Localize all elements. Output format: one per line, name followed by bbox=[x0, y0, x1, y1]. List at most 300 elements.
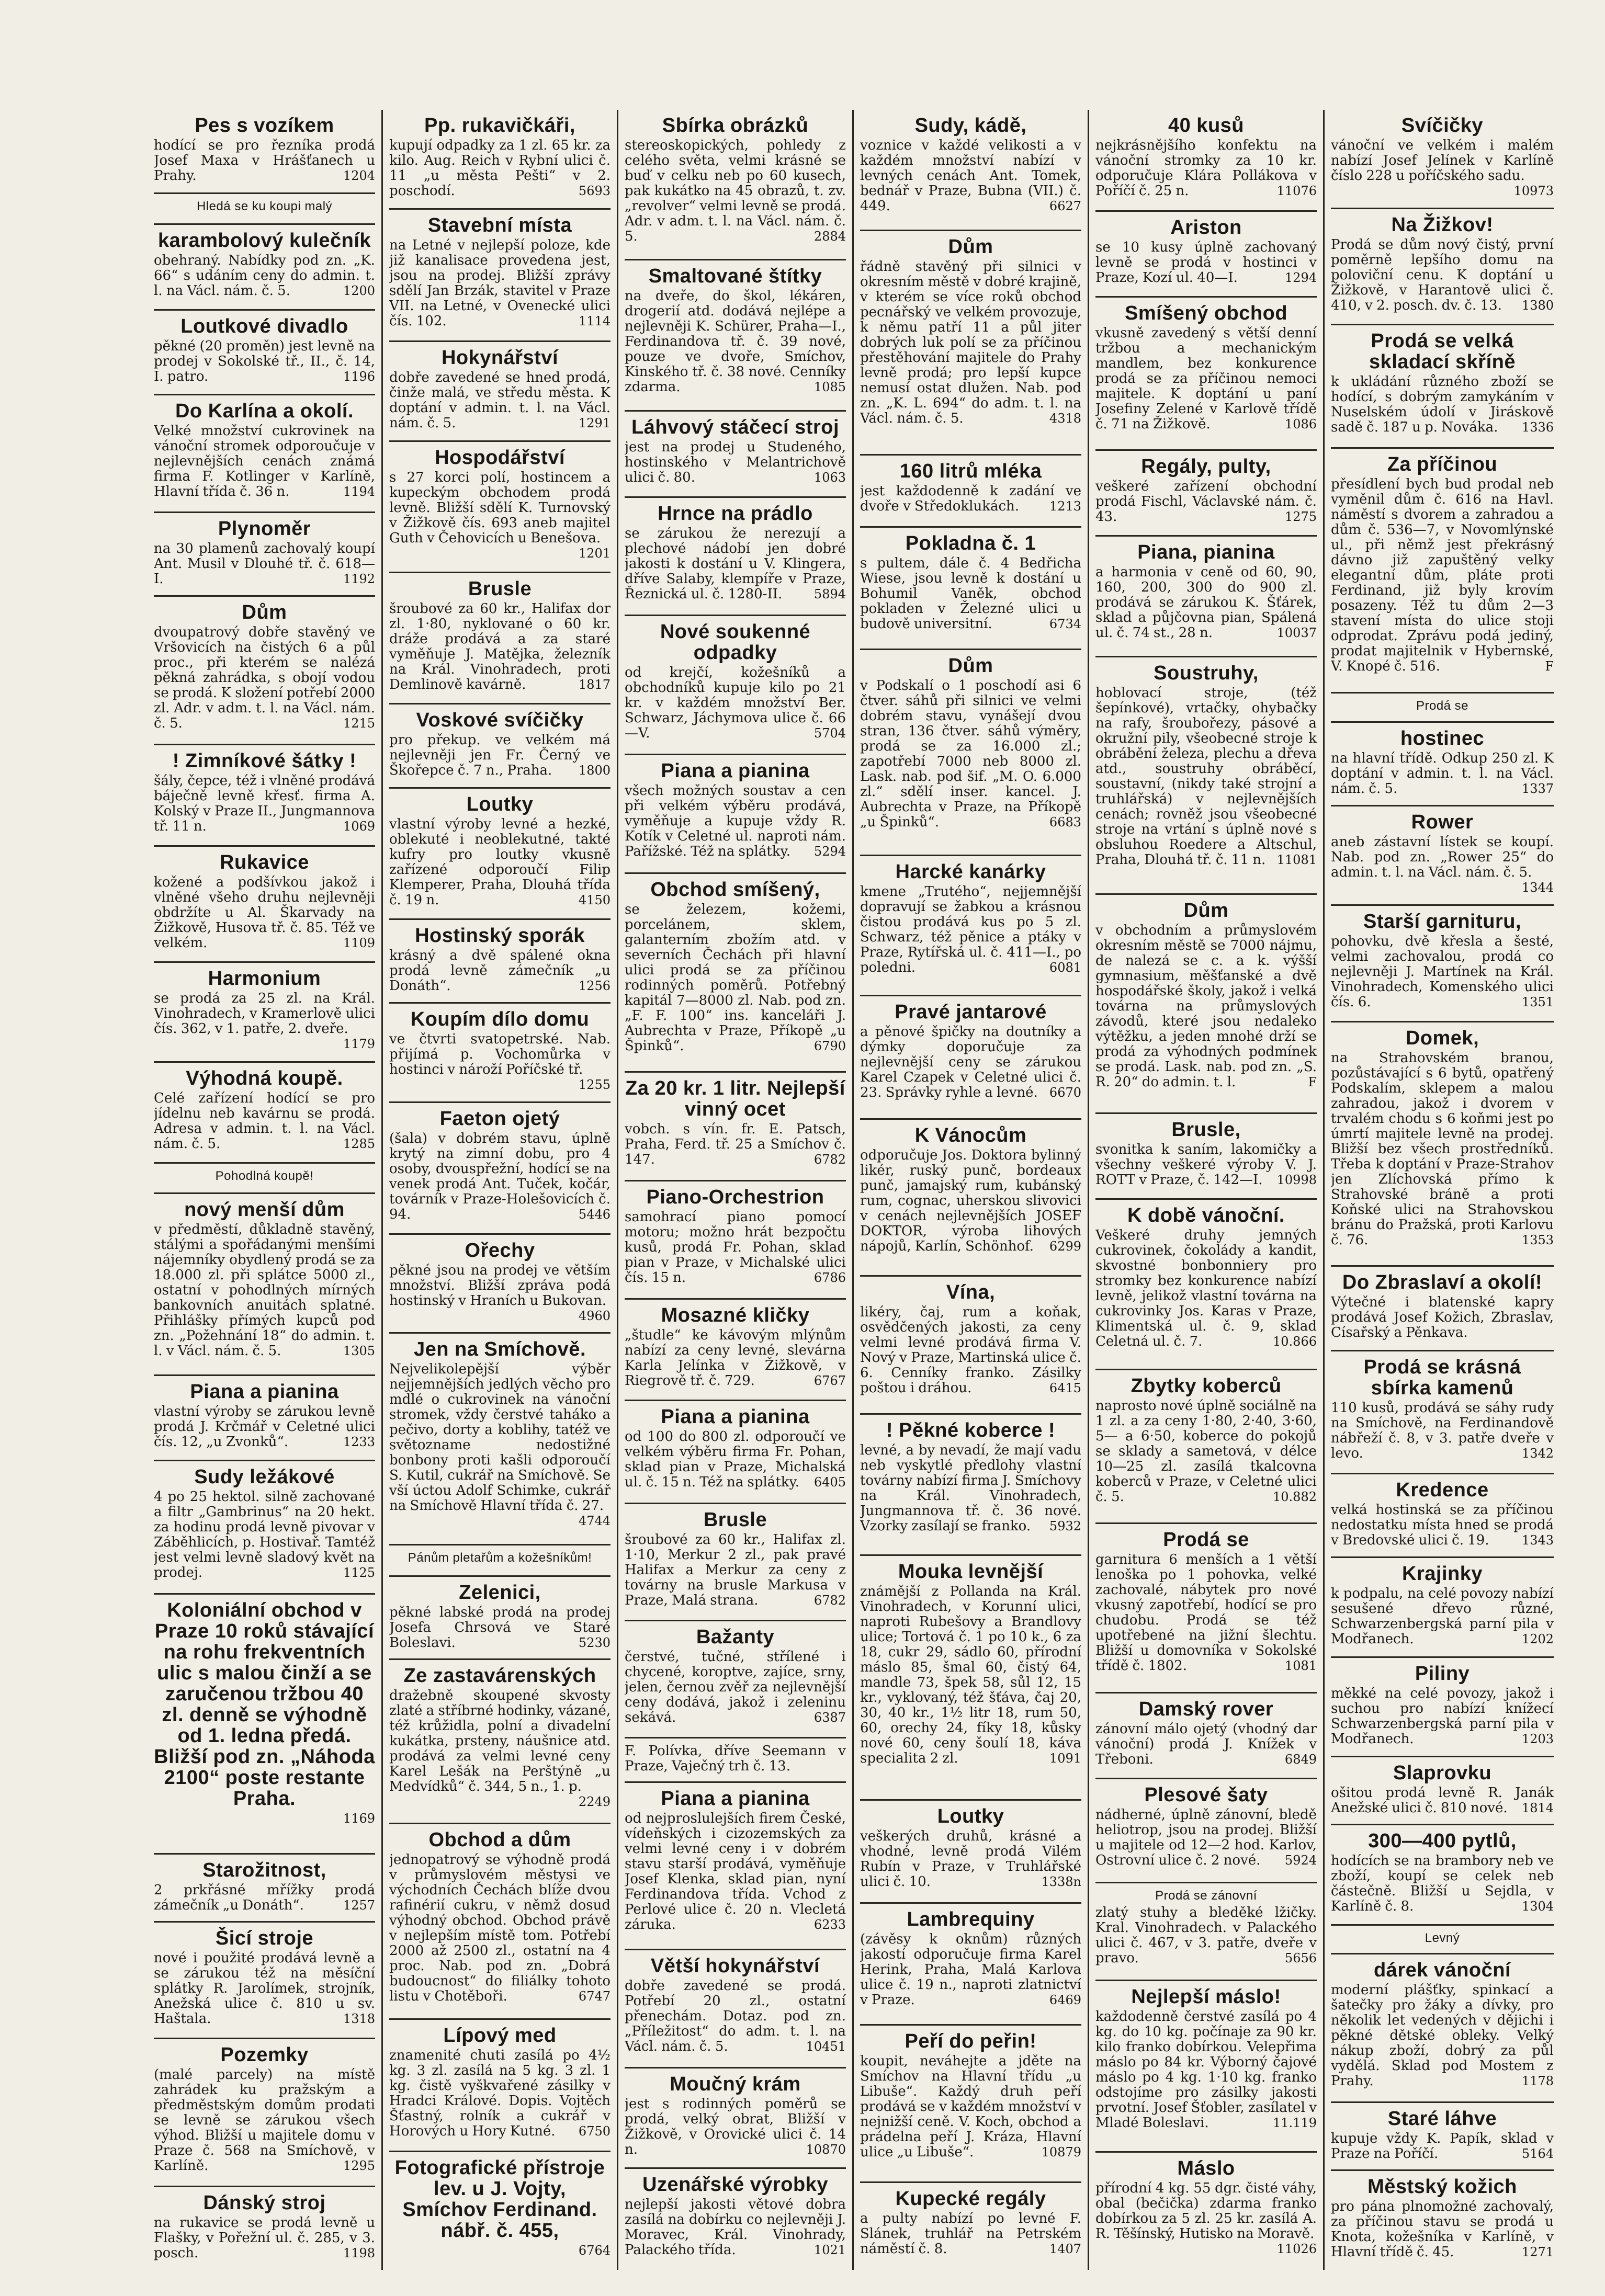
classified-ad bbox=[154, 110, 375, 194]
ad-title: Loutky bbox=[466, 793, 534, 816]
ad-body bbox=[1095, 1552, 1317, 1674]
ad-reference-number: 10.866 bbox=[1273, 1334, 1317, 1349]
ad-text: od krejčí, kožešníků a obchodníků kupuje kilo po 21 kr. v každém množství Ber. Schwarz, Jáchymova ulice č. 66—V. bbox=[625, 665, 846, 742]
ad-title: Dům bbox=[948, 654, 993, 677]
ad-title: Na Žižkov! bbox=[1391, 213, 1494, 236]
classified-ad bbox=[625, 1073, 846, 1181]
ad-text: obehraný. Nabídky pod zn. „K. 66“ s udáním ceny do admin. t. l. na Václ. nám. č. 5. bbox=[154, 253, 375, 299]
ad-body bbox=[154, 253, 375, 299]
ad-reference-number: 1318 bbox=[343, 2011, 375, 2027]
ad-title: Uzenářské výrobky bbox=[642, 2174, 828, 2196]
ad-text: jest na prodej u Studeného, hostinského v Melantrichově ulici č. 80. bbox=[625, 439, 846, 486]
ad-text: znamenité chuti zasílá po 4½ kg. 3 zl. zasílá na 5 kg. 3 zl. 1 kg. čistě vyškvařené zásilky v Hradci Králové. Dopis. Vojtěch Šťastný, rolník a cukrář v Horových u Hory Kutné. bbox=[389, 2048, 611, 2140]
classified-ad bbox=[625, 1621, 846, 1738]
ad-title: Obchod smíšený, bbox=[650, 878, 820, 901]
classified-ad bbox=[860, 1556, 1081, 1801]
ad-text: Velké množství cukrovinek na vánoční stromek odporoučuje v nejlevnějších cenách známá firma F. Kotlinger v Karlíně, Hlavní třída č. 36 n. bbox=[154, 423, 375, 500]
classified-ad bbox=[1331, 1351, 1554, 1474]
ad-title: ! Pěkné koberce ! bbox=[886, 1419, 1056, 1441]
ad-title: Staré láhve bbox=[1387, 2107, 1497, 2130]
classified-ad bbox=[860, 2026, 1081, 2183]
classified-ad bbox=[625, 1181, 846, 1300]
ad-text: na hlavní třídě. Odkup 250 zl. K doptání v admin. t. l. na Václ. nám. č. 5. bbox=[1331, 751, 1554, 797]
ad-title: Ariston bbox=[1170, 217, 1242, 239]
ad-text: 4 po 25 hektol. silně zachované a filtr „Gambrinus“ na 20 hekt. za hodinu prodá levně pivovar v Záběhlicích, p. Hostivař. Tamtéž jest velmi levně sladový květ na prodej. bbox=[154, 1489, 375, 1581]
ad-reference-number: 1179 bbox=[343, 1037, 375, 1052]
ad-text: všech možných soustav a cen při velkém výběru prodává, vyměňuje a kupuje vždy R. Kotík v Celetné ul. naproti nám. Pařížské. Též na splátky. bbox=[625, 783, 846, 860]
classified-ad bbox=[1095, 451, 1317, 537]
ad-body bbox=[625, 1210, 846, 1286]
ad-body bbox=[154, 774, 375, 834]
ad-text: hodících se na brambory neb ve zboží, koupí se celek neb částečně. Bližší u Sejdla, v Karlíně č. 8. bbox=[1331, 1852, 1554, 1914]
ad-text: v obchodním a průmyslovém okresním městě se 7000 nájmu, de nalezá se c. a k. výšší gymnasium, měšťanské a dvě hospodářské školy, jakož i velká továrna na průmyslových závodů, které jsou nedaleko výtěžku, a jeden mnohé drží se prodá za výhodných podmínek se prodá. Lask. nab. pod zn. „S. R. 20“ do admin. t. l. bbox=[1095, 923, 1317, 1090]
classified-ad bbox=[154, 1164, 375, 1194]
ad-reference-number: 1342 bbox=[1521, 1446, 1554, 1461]
ad-title: Hokynářství bbox=[441, 347, 559, 369]
ad-title: Dánský stroj bbox=[203, 2191, 326, 2214]
column-1 bbox=[148, 110, 383, 2270]
ad-text: k ukládání různého zboží se hodící, s dobrým zamykáním v Nuselském údolí v Jiráskově sadě č. 187 u p. Nováka. bbox=[1331, 374, 1554, 436]
classified-ad bbox=[1095, 895, 1317, 1114]
ad-title: dárek vánoční bbox=[1373, 1959, 1511, 1982]
ad-text: šroubové za 60 kr., Halifax zl. 1·10, Merkur 2 zl., pak pravé Halifax a Merkur za ceny z továrny na brusle Markusa v Praze, Malá strana. bbox=[625, 1531, 846, 1608]
ad-body bbox=[389, 1263, 611, 1324]
ad-title: hostinec bbox=[1400, 728, 1485, 750]
ad-title: Svíčičky bbox=[1401, 115, 1484, 137]
ad-text: šroubové za 60 kr., Halifax dor zl. 1·80, nyklované o 60 kr. dráže prodává a za staré vyměňuje J. Matějka, železník na Král. Vinohradech, proti Demlinově kavárně. bbox=[389, 601, 611, 693]
ad-reference-number: 1213 bbox=[1049, 499, 1081, 514]
ad-reference-number: 1817 bbox=[578, 677, 611, 692]
ad-body bbox=[154, 1404, 375, 1450]
ad-text: krásný a dvě spálené okna prodá levně zámečník „u Donáth“. bbox=[389, 947, 611, 994]
ad-text: odporučuje Jos. Doktora bylinný likér, ruský punč, bordeaux punč, jamajský rum, kubánský rum, cognac, uherskou slivovici v cenách nejlevnějších JOSEF DOKTOR, výroba lihových nápojů, Karlín, Schönhof. bbox=[860, 1147, 1081, 1254]
ad-title: Bažanty bbox=[696, 1626, 775, 1648]
ad-title: Pes s vozíkem bbox=[195, 115, 334, 137]
ad-title: Krajinky bbox=[1402, 1563, 1483, 1585]
ad-title: Hostinský sporák bbox=[415, 924, 585, 947]
ad-title: Faeton ojetý bbox=[439, 1107, 560, 1130]
ad-body bbox=[389, 238, 611, 329]
column-3 bbox=[618, 110, 854, 2270]
classified-ad bbox=[154, 395, 375, 513]
ad-title: Piano-Orchestrion bbox=[646, 1186, 824, 1209]
ad-title: Pohodlná koupě! bbox=[215, 1168, 314, 1183]
ad-body bbox=[389, 138, 611, 199]
ad-text: moderní plášťky, spinkací a šatečky pro žáky a dívky, pro několik let vedených v dějichi i pěkné dětské obleky. Velký nákup zboží, dobrý za půl vydělá. Sklad pod Mostem z Prahy. bbox=[1331, 1982, 1554, 2089]
ad-text: k podpalu, na celé povozy nabízí sesušené dřevo různé, Schwarzenbergská parní pila v Modřanech. bbox=[1331, 1586, 1554, 1647]
ad-text: hoblovací stroje, (též šepínkové), vrtačky, ohybačky na rafy, šroubořezy, pásové a okružní pily, všeobecné stroje k obrábění železa, plechu a dřeva atd., soustruhy obráběcí, soustavní, (nikdy také strojní a truhlářská) v nejlevnějších cenách; rovněž jsou všeobecné stroje na vrtání s úplně nové s obsluhou Roedere a Altschul, Praha, Dlouhá tř. č. 11 n. bbox=[1095, 685, 1317, 868]
ad-body bbox=[625, 783, 846, 859]
classified-ad bbox=[154, 597, 375, 745]
classified-ad bbox=[1095, 2153, 1317, 2270]
ad-body bbox=[625, 1979, 846, 2054]
ad-body bbox=[1095, 1399, 1317, 1505]
ad-reference-number: 1086 bbox=[1284, 417, 1317, 432]
classified-ad bbox=[860, 456, 1081, 528]
ad-reference-number: 6849 bbox=[1284, 1752, 1317, 1767]
ad-title: Voskové svíčičky bbox=[416, 709, 584, 732]
ad-reference-number: 1814 bbox=[1521, 1800, 1554, 1815]
ad-text: stereoskopických, pohledy z celého světa, velmi krásné se buď v celku neb po 60 kusech, pak kukátko na 45 obrazů, t. zv. „revolver“ velmi levně se prodá. Adr. v adm. t. l. na Václ. nám. č. 5. bbox=[625, 138, 846, 244]
ad-body bbox=[860, 1148, 1081, 1254]
ad-text: pěkné labské prodá na prodej Josefa Chrsová ve Staré Boleslavi. bbox=[389, 1604, 611, 1651]
ad-body bbox=[625, 289, 846, 395]
classified-ad bbox=[389, 2020, 611, 2152]
ad-reference-number: 1192 bbox=[343, 572, 375, 587]
classified-ad bbox=[1095, 1883, 1317, 1981]
ad-body bbox=[625, 1744, 846, 1774]
ad-title: Dům bbox=[948, 235, 993, 258]
ad-title: Ořechy bbox=[465, 1239, 535, 1261]
ad-reference-number: 1285 bbox=[343, 1136, 375, 1152]
ad-text: vobch. s vín. fr. E. Patsch, Praha, Ferd. tř. 25 a Smíchov č. 147. bbox=[625, 1121, 846, 1168]
ad-title: Pánům pletařům a kožešníkům! bbox=[408, 1551, 592, 1565]
classified-ad bbox=[154, 1063, 375, 1164]
ad-body bbox=[1331, 138, 1554, 199]
ad-body bbox=[625, 2197, 846, 2258]
ad-text: zánovní málo ojetý (vhodný dar vánoční) prodá J. Knížek v Třeboni. bbox=[1095, 1721, 1317, 1767]
ad-title: Obchod a dům bbox=[428, 1828, 571, 1851]
ad-title: Zbytky koberců bbox=[1131, 1375, 1282, 1397]
ad-reference-number: 1069 bbox=[343, 819, 375, 834]
ad-body bbox=[154, 1091, 375, 1152]
classified-ad bbox=[154, 1194, 375, 1377]
ad-reference-number: 6670 bbox=[1049, 1085, 1081, 1100]
ad-reference-number: 6750 bbox=[578, 2124, 611, 2139]
ad-title: Domek, bbox=[1405, 1027, 1479, 1049]
ad-body bbox=[154, 2067, 375, 2174]
ad-title: Sudy ležákové bbox=[194, 1466, 335, 1488]
classified-ad bbox=[154, 963, 375, 1063]
ad-title: Hospodářství bbox=[435, 446, 565, 469]
ad-body bbox=[1331, 2199, 1554, 2260]
ad-reference-number: 10998 bbox=[1276, 1172, 1317, 1187]
ad-title: Plynoměr bbox=[218, 518, 311, 540]
classified-ad bbox=[1095, 1370, 1317, 1524]
classified-ad bbox=[1095, 1200, 1317, 1370]
ad-text: pohovku, dvě křesla a šesté, velmi zachovalou, prodá co nejlevněji J. Martínek na Král. Vinohradech, Komenského ulici čís. 6. bbox=[1331, 933, 1554, 1010]
ad-title: Mouka levnější bbox=[898, 1561, 1044, 1583]
classified-ad bbox=[389, 789, 611, 919]
ad-title: Piana, pianina bbox=[1137, 541, 1275, 564]
classified-ad bbox=[1095, 657, 1317, 895]
ad-reference-number: 1271 bbox=[1521, 2244, 1554, 2259]
classified-ad bbox=[389, 210, 611, 342]
ad-body bbox=[1095, 686, 1317, 868]
ad-body bbox=[860, 1829, 1081, 1890]
ad-title: Pokladna č. 1 bbox=[905, 532, 1036, 554]
classified-ad bbox=[1095, 1693, 1317, 1780]
classified-ad bbox=[1095, 110, 1317, 212]
ad-body bbox=[1095, 138, 1317, 199]
ad-text: a pěnové špičky na doutníky a dýmky doporučuje za nejlevnější ceny se zárukou Karel Czapek v Celetné ulici č. 23. Správky ryhle a levné. bbox=[860, 1024, 1081, 1100]
classified-ad bbox=[1331, 110, 1554, 209]
ad-title: Piliny bbox=[1415, 1662, 1470, 1685]
classified-ad bbox=[1331, 694, 1554, 723]
ad-text: kupuje vždy K. Papík, sklad v Praze na Poříčí. bbox=[1331, 2130, 1554, 2162]
ad-title: Levný bbox=[1425, 1930, 1460, 1945]
ad-body bbox=[389, 1032, 611, 1093]
ad-text: známější z Pollanda na Král. Vinohradech, v Korunní ulici, naproti Rubešovy a Brandlovy ulice; Tortová č. 1 po 10 k., 6 za 18, cukr 29, sádlo 60, přírodní máslo 85, šmal 60, čistý 64, mandle 73, špek 58, sůl 12, 15 kr., vyklovaný, též šťáva, čaj 20, 30, 40 kr., 1½ litr 18, rum 50, 60, orechy 24, fíky 18, kůsky nové 60, ceny šoulí 18, káva specialita 2 zl. bbox=[860, 1584, 1081, 1767]
ad-text: na Strahovském branou, pozůstávající s 6 bytů, opatřený Podskalím, sklepem a malou zahradou, jakož i dvorem v trvalém chodu s 6 koňmi jest po úmrtí majitele levně na prodej. Bližší bez všech prostředníků. Třeba k doptání v Praze-Strahov jen Zlíchovská přímo k Strahovské bráně a proti Koňské ulici na Strahovskou bránu do Pražská, proti Karlovu č. 76. bbox=[1331, 1050, 1554, 1248]
ad-text: veškeré zařízení obchodní prodá Fischl, Václavské nám. č. 43. bbox=[1095, 478, 1317, 525]
ad-text: Nejvelikolepější výběr nejjemnějších jedlých věcho pro mdlé o cukrovinek na vánoční stromek, vždy čerstvé taháko a pečivo, dorty a koblihy, tatéž ve světozname nedostižné bonbony proti kašli odporoučí S. Kutil, cukrář na Smíchově. Se vší úctou Adolf Schimke, cukrář na Smíchově Hlavní třída č. 27. bbox=[389, 1361, 611, 1514]
ad-reference-number: 5693 bbox=[578, 184, 611, 198]
ad-text: šály, čepce, též i vlněné prodává báječně levně křesť. firma A. Kolský v Praze II., Jungmannova tř. 11 n. bbox=[154, 772, 375, 834]
ad-title: Kredence bbox=[1396, 1479, 1489, 1501]
ad-title: Brusle bbox=[703, 1508, 767, 1531]
classified-ad bbox=[860, 650, 1081, 857]
ad-reference-number: 6405 bbox=[813, 1475, 846, 1490]
ad-reference-number: 4960 bbox=[578, 1308, 611, 1323]
classified-ad bbox=[860, 1415, 1081, 1556]
classified-ad bbox=[1095, 537, 1317, 657]
ad-title: Damský rover bbox=[1138, 1698, 1274, 1720]
ad-reference-number: 1178 bbox=[1521, 2074, 1554, 2089]
ad-text: na dveře, do škol, lékáren, drogerií atd. dodává nejlépe a nejlevněji K. Schürer, Praha—I., Ferdinandova tř. č. 39 nové, pouze ve dvoře, Smíchov, Kinského tř. č. 38 nové. Cenníky zdarma. bbox=[625, 288, 846, 395]
ad-text: Veškeré druhy jemných cukrovinek, čokolády a kandit, skvostné bonbonniery pro stromky bez konkurence nabízí levně, jelikož vlastní továrna na cukrovinky Jos. Karas v Praze, Klimentská ul. č. 9, sklad Celetná ul. č. 7. bbox=[1095, 1227, 1317, 1350]
classified-ad bbox=[389, 1103, 611, 1235]
ad-body bbox=[389, 1852, 611, 2004]
ad-text: ošitou prodá levně R. Janák Anežské ulici č. 810 nové. bbox=[1331, 1784, 1554, 1816]
ad-reference-number: 4744 bbox=[578, 1513, 611, 1528]
ad-reference-number: 1257 bbox=[343, 1897, 375, 1913]
ad-body bbox=[625, 440, 846, 485]
ad-body bbox=[154, 875, 375, 951]
ad-reference-number: F bbox=[1545, 658, 1554, 674]
ad-body bbox=[860, 1932, 1081, 2008]
ad-text: nejkrásnějšího konfektu na vánoční stromky za 10 kr. odporučuje Klára Pollákova v Poříčí č. 25 n. bbox=[1095, 138, 1317, 199]
ad-body bbox=[154, 1222, 375, 1359]
classified-ad bbox=[1095, 212, 1317, 298]
classified-ad bbox=[625, 2169, 846, 2270]
ad-title: Městský kožich bbox=[1367, 2175, 1517, 2198]
classified-ad bbox=[1095, 1981, 1317, 2153]
ad-reference-number: 6734 bbox=[1049, 616, 1081, 631]
ad-title: Výhodná koupě. bbox=[186, 1067, 343, 1090]
ad-text: F. Polívka, dříve Seemann v Praze, Vaječný trh č. 13. bbox=[625, 1743, 846, 1774]
column-2 bbox=[383, 110, 618, 2270]
ad-title: Starožitnost, bbox=[202, 1859, 326, 1881]
ad-reference-number: 1800 bbox=[578, 763, 611, 778]
ad-title: Piana a pianina bbox=[190, 1381, 339, 1403]
ad-text: kožené a podšívkou jakož i vlněné všeho druhu nejlevněji obdržíte u Al. Škarvady na Žižkově, Husova tř. č. 85. Též ve velkém. bbox=[154, 874, 375, 951]
classified-ad bbox=[389, 342, 611, 442]
ad-reference-number: F bbox=[1308, 1075, 1317, 1090]
classified-ad bbox=[389, 1660, 611, 1824]
ad-reference-number: 2249 bbox=[578, 1794, 611, 1809]
ad-body bbox=[1331, 934, 1554, 1010]
ad-text: levné, a by nevadí, že mají vadu neb vyskytlé předlohy vlastní továrny nabízí firma J. Smíchovy na Král. Vinohradech, Jungmannova tř. č. 36 nové. Vzorky zasílají se franko. bbox=[860, 1442, 1081, 1534]
ad-text: (závěsy k oknům) různých jakostí odporučuje firma Karel Herink, Praha, Malá Karlova ulice č. 19 n., naproti zlatnictví v Praze. bbox=[860, 1931, 1081, 2008]
ad-text: se železem, kožemi, porcelánem, sklem, galanterním zbožím atd. v severních Čechách při hlavní ulici prodá se za příčinou rodinných poměrů. Potřebný kapitál 7—8000 zl. Nab. pod zn. „F. F. 100“ ins. kanceláři J. Aubrechta v Praze, Příkopě „u Špinků“. bbox=[625, 901, 846, 1054]
classified-ad bbox=[154, 2039, 375, 2187]
ad-body bbox=[389, 1605, 611, 1651]
ad-text: přesídlení bych bud prodal neb vyměnil dům č. 616 na Havl. náměstí s dvorem a zahradou a dům č. 536—7, v Novomlýnské ul., při němž jest překrásný dávno již zapuštěný velky elegantní dům, pláte proti Ferdinand, již byly krovím posazeny. Též tu dům 2—3 stavení místa do ulice stoji odprodat. Zprávu podá jediný, prodat majitelnik v Hybernské, V. Knopé č. 516. bbox=[1331, 476, 1554, 674]
ad-title: Piana a pianina bbox=[661, 1406, 810, 1428]
ad-reference-number: 1200 bbox=[343, 283, 375, 299]
classified-ad bbox=[860, 1801, 1081, 1904]
ad-reference-number: 1305 bbox=[343, 1343, 375, 1358]
ad-title: Loutkové divadlo bbox=[180, 315, 348, 337]
ad-body bbox=[860, 259, 1081, 426]
ad-text: přírodní 4 kg. 55 dgr. čisté váhy, obal (bečička) zdarma franko dobírkou za 5 zl. 25 kr. zasílá A. R. Těšínský, Hutisko na Moravě. bbox=[1095, 2180, 1317, 2242]
ad-body bbox=[625, 1811, 846, 1933]
ad-body bbox=[1095, 1142, 1317, 1188]
ad-text: na rukavice se prodá levně u Flašky, v Pořežní ul. č. 285, v 3. posch. bbox=[154, 2214, 375, 2261]
classified-ad bbox=[625, 755, 846, 874]
ad-text: s pultem, dále č. 4 Bedřicha Wiese, jsou levně k dostání u Bohumil Vaněk, obchod pokladen v Železné ulici u budově universitní. bbox=[860, 555, 1081, 632]
ad-reference-number: 1336 bbox=[1521, 420, 1554, 435]
ad-body bbox=[1331, 1401, 1554, 1461]
ad-reference-number: 5894 bbox=[813, 586, 846, 601]
classified-ad bbox=[389, 2152, 611, 2270]
ad-reference-number: 1085 bbox=[813, 380, 846, 395]
ad-title: Harcké kanárky bbox=[895, 861, 1046, 883]
ad-title: Lípový med bbox=[443, 2025, 557, 2047]
ad-reference-number: 4318 bbox=[1049, 411, 1081, 426]
classified-ad bbox=[154, 745, 375, 847]
ad-text: vkusně zavedený s větší denní tržbou a mechanickým mandlem, bez konkurence prodá se za příčinou nemoci majitele. K doptání u paní Josefiny Zelené v Karlově třídě č. 71 na Žižkově. bbox=[1095, 325, 1317, 433]
classified-ad bbox=[1331, 723, 1554, 806]
ad-body bbox=[625, 902, 846, 1054]
ad-reference-number: 1256 bbox=[578, 978, 611, 993]
ad-reference-number: 1338n bbox=[1041, 1874, 1081, 1889]
ad-reference-number: 1337 bbox=[1521, 781, 1554, 797]
classified-ad bbox=[1331, 1022, 1554, 1267]
ad-text: koupit, neváhejte a jděte na Smíchov na Hlavní třídu „u Libuše“. Každý druh peří prodává se v každém množství v nejnižší ceně. V. Koch, obchod a prádelna peří J. Kráza, Hlavní ulice „u Libuše“. bbox=[860, 2053, 1081, 2161]
ad-title: Za 20 kr. 1 litr. Nejlepší vinný ocet bbox=[625, 1077, 845, 1121]
ad-reference-number: 6233 bbox=[813, 1917, 846, 1933]
column-4 bbox=[854, 110, 1089, 2270]
ad-reference-number: 11081 bbox=[1276, 852, 1317, 867]
ad-title: Slaprovku bbox=[1393, 1761, 1492, 1784]
ad-body bbox=[1095, 565, 1317, 641]
classified-ad bbox=[1331, 806, 1554, 906]
classified-ad bbox=[154, 1595, 375, 1854]
ad-title: Loutky bbox=[937, 1805, 1004, 1827]
classified-ad bbox=[154, 1855, 375, 1923]
ad-reference-number: 5924 bbox=[1284, 1853, 1317, 1868]
ad-title: Regály, pulty, bbox=[1141, 455, 1271, 478]
ad-text: zlatý stuhy a bleděké lžičky. Kral. Vinohradech. v Palackého ulici č. 467, v 3. patře, dveře v pravo. bbox=[1095, 1905, 1317, 1967]
ad-title: Prodá se krásná sbírka kamenů bbox=[1363, 1356, 1521, 1400]
ad-body bbox=[1331, 237, 1554, 313]
ad-reference-number: 1196 bbox=[343, 369, 375, 384]
ad-body bbox=[860, 1584, 1081, 1766]
classified-ad bbox=[1095, 1524, 1317, 1693]
ad-title: Máslo bbox=[1177, 2157, 1235, 2180]
classified-ad bbox=[1331, 2103, 1554, 2171]
ad-body bbox=[154, 2215, 375, 2261]
classified-ad bbox=[1095, 298, 1317, 451]
ad-text: jest s rodinných poměrů se prodá, velký obrat, Bližší v Žižkově, v Orovické ulici č. 14 n. bbox=[625, 2096, 846, 2157]
classified-ad bbox=[154, 513, 375, 597]
classified-ad bbox=[1331, 1825, 1554, 1926]
ad-body bbox=[625, 1429, 846, 1490]
ad-body bbox=[389, 817, 611, 908]
ad-text: v předměstí, důkladně stavěný, stálými a spořádanými menšími nájemníky obydlený prodá se za 18.000 zl. při splátce 5000 zl., ostatní v pohodlných mírných bankovních anuitách splatné. Přihlášky přímých kupců pod zn. „Požehnání 18“ do admin. t. l. v Václ. nám. č. 5. bbox=[154, 1221, 375, 1359]
classified-ad bbox=[389, 1004, 611, 1103]
ad-reference-number: 11076 bbox=[1276, 184, 1317, 198]
ad-title: Prodá se zánovní bbox=[1155, 1889, 1257, 1903]
ad-text: nejlepší jakosti větové dobra zasílá na dobírku co nejlevněji J. Moravec, Král. Vinohrady, Palackého třída. bbox=[625, 2197, 846, 2258]
ad-reference-number: 1380 bbox=[1521, 298, 1554, 313]
ad-reference-number: 6790 bbox=[813, 1038, 846, 1053]
ad-reference-number: 5656 bbox=[1284, 1951, 1317, 1966]
ad-title: Moučný krám bbox=[670, 2073, 801, 2095]
ad-title: Větší hokynářství bbox=[650, 1954, 820, 1977]
ad-text: 2 prkřásné mřížky prodá zámečník „u Donáth“. bbox=[154, 1882, 375, 1913]
ad-reference-number: 6415 bbox=[1049, 1380, 1081, 1395]
ad-title: Brusle bbox=[468, 578, 532, 600]
ad-body bbox=[1331, 1983, 1554, 2089]
ad-reference-number: 1125 bbox=[343, 1565, 375, 1581]
ad-reference-number: 1198 bbox=[343, 2245, 375, 2260]
ad-text: pěkné jsou na prodej ve větším množství. Bližší zpráva podá hostinský v Hraních u Bukovan. bbox=[389, 1262, 611, 1309]
ad-text: jest každodenně k zadání ve dvoře v Středoklukách. bbox=[860, 483, 1081, 515]
classified-ad bbox=[154, 847, 375, 963]
ad-text: a pulty nabízí po levné F. Slánek, truhlář na Petrském náměstí č. 8. bbox=[860, 2211, 1081, 2257]
classified-ad bbox=[860, 231, 1081, 456]
classified-ad bbox=[389, 920, 611, 1004]
ad-text: řádně stavěný při silnici v okresním městě v dobré krajině, v kterém se více roků obchod pecnářský ve velkém provozuje, k němu patří 11 a půl jiter dobrých luk polí se za příčinou přestěhování majitele do Prahy levně prodá; pro lepší kupce nemusí ostat dlužen. Nab. pod zn. „K. L. 694“ do adm. t. l. na Václ. nám. č. 5. bbox=[860, 258, 1081, 426]
ad-body bbox=[1331, 374, 1554, 435]
ad-body bbox=[860, 1305, 1081, 1396]
ad-body bbox=[1331, 751, 1554, 797]
classified-ad bbox=[625, 498, 846, 617]
ad-reference-number: 1407 bbox=[1049, 2242, 1081, 2257]
classified-columns bbox=[148, 110, 1560, 2270]
ad-reference-number: 1295 bbox=[343, 2158, 375, 2173]
ad-body bbox=[389, 470, 611, 561]
ad-body bbox=[1331, 1786, 1554, 1816]
ad-body bbox=[860, 2054, 1081, 2160]
ad-title: Hledá se ku koupi malý bbox=[196, 199, 333, 213]
ad-text: (malé parcely) na místě zahrádek ku pražským a předměstským domům prodati se levně se zárukou všech výhod. Bližší u majitele domu v Praze č. 568 na Smíchově, v Karlíně. bbox=[154, 2066, 375, 2174]
classified-ad bbox=[625, 260, 846, 412]
ad-reference-number: 4150 bbox=[578, 893, 611, 908]
ad-body bbox=[860, 1025, 1081, 1100]
ad-reference-number: 5932 bbox=[1049, 1518, 1081, 1533]
ad-text: Celé zařízení hodící se pro jídelnu neb kavárnu se prodá. Adresa v admin. t. l. na Václ. nám. č. 5. bbox=[154, 1090, 375, 1152]
classified-ad bbox=[389, 1334, 611, 1545]
ad-text: dvoupatrový dobře stavěný ve Vršovicích na čistých 6 a půl proc., při kterém se nalézá pěkná zahrádka, s obojí vodou se prodá. K složení potřebí 2000 zl. Adr. v adm. t. l. na Václ. nám. č. 5. bbox=[154, 624, 375, 732]
ad-text: se 10 kusy úplně zachovaný levně se prodá v hostinci v Praze, Kozí ul. 40—I. bbox=[1095, 240, 1317, 286]
ad-body bbox=[154, 625, 375, 731]
ad-body bbox=[1331, 477, 1554, 674]
ad-reference-number: 6786 bbox=[813, 1270, 846, 1286]
ad-reference-number: 6764 bbox=[578, 2243, 611, 2258]
ad-reference-number: 1343 bbox=[1521, 1532, 1554, 1548]
column-6 bbox=[1325, 110, 1560, 2270]
ad-reference-number: 6782 bbox=[813, 1593, 846, 1608]
ad-title: Peří do peřin! bbox=[905, 2030, 1037, 2053]
ad-title: Dům bbox=[242, 601, 287, 624]
ad-text: veškerých druhů, krásné a vhodné, levně prodá Vilém Rubín v Praze, v Truhlářské ulici č. 10. bbox=[860, 1828, 1081, 1890]
classified-ad bbox=[1095, 1114, 1317, 1200]
ad-reference-number: 5446 bbox=[578, 1207, 611, 1222]
ad-body bbox=[1331, 835, 1554, 895]
ad-text: pro pána plnomožné zachovalý, za příčinou stavu se prodá u Knota, kožešníka v Karlíně, v Hlavní třídě č. 45. bbox=[1331, 2198, 1554, 2260]
classified-ad bbox=[389, 1545, 611, 1577]
ad-text: likéry, čaj, rum a koňak, osvědčených jakosti, za ceny velmi levné prodává firma V. Nový v Praze, Martinská ulice č. 6. Cenníky franko. Zásilky poštou i dráhou. bbox=[860, 1304, 1081, 1396]
ad-title: ! Zimníkové šátky ! bbox=[172, 749, 357, 772]
classified-ad bbox=[625, 616, 846, 755]
classified-ad bbox=[860, 2183, 1081, 2270]
ad-reference-number: 5230 bbox=[578, 1635, 611, 1650]
ad-title: Nové soukenné odpadky bbox=[660, 621, 811, 664]
